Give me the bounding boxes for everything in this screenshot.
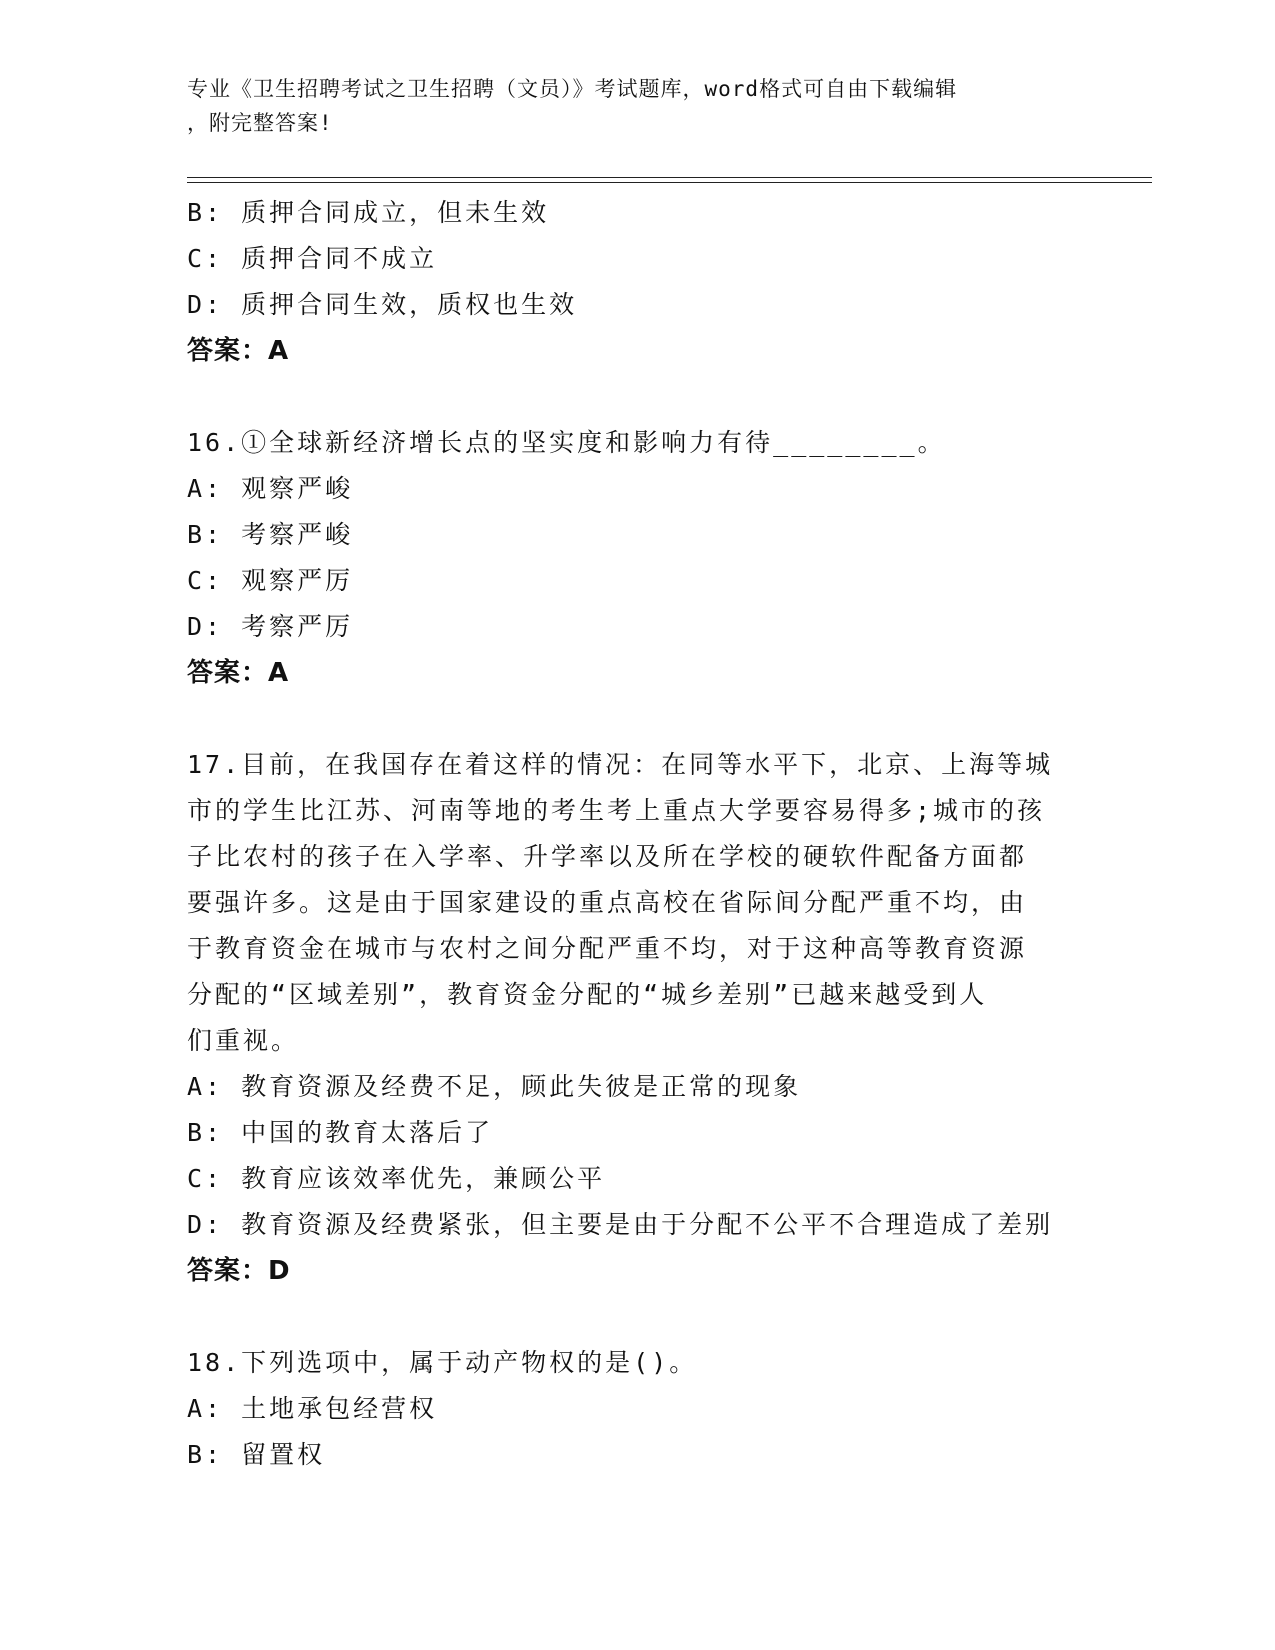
q16-answer: 答案：A <box>187 658 290 688</box>
q18-stem: 18.下列选项中，属于动产物权的是()。 <box>187 1348 698 1377</box>
question-17 <box>187 742 1067 1294</box>
q16-option-b: B: 考察严峻 <box>187 520 354 549</box>
q16-option-c: C: 观察严厉 <box>187 566 354 595</box>
q17-answer: 答案：D <box>187 1256 291 1286</box>
header-divider-bottom <box>187 182 1152 183</box>
q17-option-a: A: 教育资源及经费不足，顾此失彼是正常的现象 <box>187 1072 802 1101</box>
spacer <box>187 696 1067 742</box>
q17-stem-line: 17.目前，在我国存在着这样的情况：在同等水平下，北京、上海等城 <box>187 750 1054 779</box>
document-header <box>187 72 1067 140</box>
q17-stem-line: 于教育资金在城市与农村之间分配严重不均，对于这种高等教育资源 <box>187 934 1028 963</box>
header-line-2: ，附完整答案! <box>187 111 333 135</box>
q15-option-d: D: 质押合同生效，质权也生效 <box>187 290 578 319</box>
spacer <box>187 1294 1067 1340</box>
q18-option-b: B: 留置权 <box>187 1440 326 1469</box>
q15-option-b: B: 质押合同成立，但未生效 <box>187 198 550 227</box>
q17-stem-line: 要强许多。这是由于国家建设的重点高校在省际间分配严重不均，由 <box>187 888 1028 917</box>
q17-option-d: D: 教育资源及经费紧张，但主要是由于分配不公平不合理造成了差别 <box>187 1210 1054 1239</box>
q16-option-a: A: 观察严峻 <box>187 474 354 503</box>
q17-option-c: C: 教育应该效率优先，兼顾公平 <box>187 1164 606 1193</box>
q15-answer: 答案：A <box>187 336 290 366</box>
question-15 <box>187 190 1067 374</box>
q16-stem: 16.①全球新经济增长点的坚实度和影响力有待________。 <box>187 428 946 457</box>
header-line-1: 专业《卫生招聘考试之卫生招聘（文员）》考试题库，word格式可自由下载编辑 <box>187 77 958 101</box>
spacer <box>187 374 1067 420</box>
header-divider-top <box>187 177 1152 178</box>
q17-stem-line: 分配的“区域差别”，教育资金分配的“城乡差别”已越来越受到人 <box>187 980 988 1009</box>
q18-option-a: A: 土地承包经营权 <box>187 1394 438 1423</box>
q17-stem-line: 子比农村的孩子在入学率、升学率以及所在学校的硬软件配备方面都 <box>187 842 1028 871</box>
q17-option-b: B: 中国的教育太落后了 <box>187 1118 494 1147</box>
q16-option-d: D: 考察严厉 <box>187 612 354 641</box>
q17-stem-line: 市的学生比江苏、河南等地的考生考上重点大学要容易得多;城市的孩 <box>187 796 1046 825</box>
question-16 <box>187 420 1067 696</box>
question-18 <box>187 1340 1067 1478</box>
q15-option-c: C: 质押合同不成立 <box>187 244 438 273</box>
q17-stem-line: 们重视。 <box>187 1026 300 1055</box>
question-list <box>187 190 1067 1478</box>
